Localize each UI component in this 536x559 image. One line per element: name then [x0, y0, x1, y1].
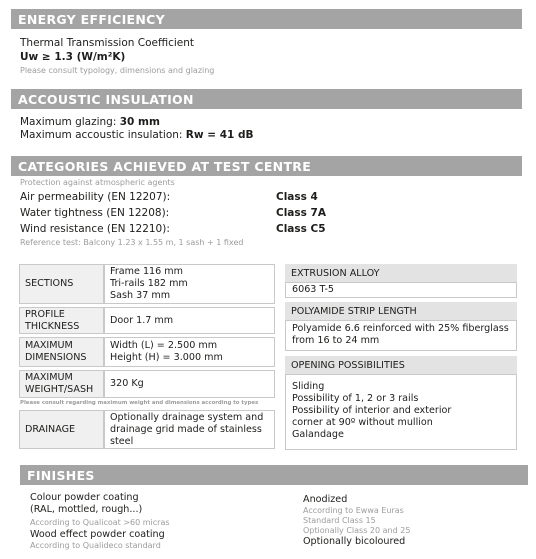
colour-powder-coating: Colour powder coating — [30, 492, 139, 503]
finishes-header — [20, 465, 528, 485]
dimensions-label-cell — [19, 337, 104, 367]
opening-possibilities-title: OPENING POSSIBILITIES — [291, 360, 405, 371]
sections-value-cell — [104, 264, 275, 304]
dimensions-width: Width (L) = 2.500 mm — [110, 340, 218, 351]
opening-possibilities-header — [285, 356, 517, 374]
sections-sash: Sash 37 mm — [110, 290, 171, 301]
qualideco-note: According to Qualideco standard — [30, 541, 161, 550]
max-glazing-row — [20, 116, 160, 128]
qualicoat-note: According to Qualicoat >60 micras — [30, 518, 170, 527]
drainage-line1: Optionally drainage system and — [110, 412, 264, 423]
extrusion-alloy-header — [285, 264, 517, 282]
opening-sliding: Sliding — [292, 381, 325, 392]
max-glazing-label: Maximum glazing: — [20, 116, 117, 128]
opening-rails: Possibility of 1, 2 or 3 rails — [292, 393, 419, 404]
sections-label: SECTIONS — [25, 278, 74, 289]
drainage-value-cell — [104, 410, 275, 449]
energy-efficiency-title: ENERGY EFFICIENCY — [18, 12, 165, 27]
profile-label-line1: PROFILE — [25, 309, 65, 320]
energy-efficiency-header — [11, 9, 522, 29]
dimensions-label-line1: MAXIMUM — [25, 340, 73, 351]
categories-header — [11, 156, 522, 176]
opening-corner: corner at 90º without mullion — [292, 417, 433, 428]
drainage-label: DRAINAGE — [25, 424, 76, 435]
acoustic-insulation-header — [11, 89, 522, 109]
polyamide-title: POLYAMIDE STRIP LENGTH — [291, 306, 417, 317]
profile-value: Door 1.7 mm — [110, 315, 174, 326]
dimensions-height: Height (H) = 3.000 mm — [110, 352, 223, 363]
thermal-coefficient-value: Uw ≥ 1.3 (W/m²K) — [20, 51, 126, 63]
opening-interior-exterior: Possibility of interior and exterior — [292, 405, 452, 416]
profile-value-cell — [104, 307, 275, 334]
weight-label-line1: MAXIMUM — [25, 372, 73, 383]
wood-effect-coating: Wood effect powder coating — [30, 529, 165, 540]
dimensions-label-line2: DIMENSIONS — [25, 352, 87, 363]
ewwa-euras-note: According to Ewwa Euras — [303, 506, 404, 515]
air-permeability-value: Class 4 — [276, 191, 318, 203]
air-permeability-label: Air permeability (EN 12207): — [20, 191, 171, 203]
weight-label-line2: WEIGHT/SASH — [25, 384, 94, 395]
opening-possibilities-body — [285, 374, 517, 450]
optionally-bicoloured: Optionally bicoloured — [303, 536, 406, 547]
thermal-coefficient-label: Thermal Transmission Coefficient — [20, 37, 195, 49]
polyamide-line1: Polyamide 6.6 reinforced with 25% fiberglass — [292, 323, 509, 334]
categories-subtitle: Protection against atmospheric agents — [20, 178, 175, 187]
sections-label-cell — [19, 264, 104, 304]
extrusion-alloy-value: 6063 T-5 — [292, 284, 335, 295]
acoustic-insulation-title: ACCOUSTIC INSULATION — [18, 92, 194, 107]
weight-value-cell — [104, 370, 275, 398]
dimensions-value-cell — [104, 337, 275, 367]
profile-label-cell — [19, 307, 104, 334]
profile-label-line2: THICKNESS — [25, 321, 80, 332]
drainage-line3: steel — [110, 436, 134, 447]
reference-test-note: Reference test: Balcony 1.23 x 1.55 m, 1 sash + 1 fixed — [20, 238, 244, 247]
colour-powder-coating-types: (RAL, mottled, rough...) — [30, 504, 143, 515]
wind-resistance-label: Wind resistance (EN 12210): — [20, 223, 170, 235]
weight-value: 320 Kg — [110, 378, 144, 389]
standard-class-note: Standard Class 15 — [303, 516, 376, 525]
wind-resistance-value: Class C5 — [276, 223, 326, 235]
water-tightness-label: Water tightness (EN 12208): — [20, 207, 170, 219]
max-acoustic-label: Maximum accoustic insulation: — [20, 129, 183, 141]
sections-frame: Frame 116 mm — [110, 266, 183, 277]
max-acoustic-row — [20, 129, 253, 141]
opening-galandage: Galandage — [292, 429, 344, 440]
optional-class-note: Optionally Class 20 and 25 — [303, 526, 411, 535]
finishes-title: FINISHES — [27, 468, 95, 483]
extrusion-alloy-title: EXTRUSION ALLOY — [291, 268, 380, 279]
polyamide-header — [285, 302, 517, 320]
weight-label-cell — [19, 370, 104, 398]
anodized: Anodized — [303, 494, 348, 505]
max-glazing-value: 30 mm — [119, 116, 160, 128]
energy-note: Please consult typology, dimensions and glazing — [20, 66, 215, 75]
drainage-label-cell — [19, 410, 104, 449]
water-tightness-value: Class 7A — [276, 207, 326, 219]
sections-tri-rails: Tri-rails 182 mm — [110, 278, 188, 289]
polyamide-line2: from 16 to 24 mm — [292, 335, 380, 346]
drainage-line2: drainage grid made of stainless — [110, 424, 262, 435]
polyamide-body — [285, 320, 517, 351]
extrusion-alloy-body — [285, 282, 517, 298]
weight-dimension-note: Please consult regarding maximum weight and dimensions according to types — [20, 400, 259, 406]
max-acoustic-value: Rw = 41 dB — [185, 129, 254, 141]
categories-title: CATEGORIES ACHIEVED AT TEST CENTRE — [18, 159, 312, 174]
